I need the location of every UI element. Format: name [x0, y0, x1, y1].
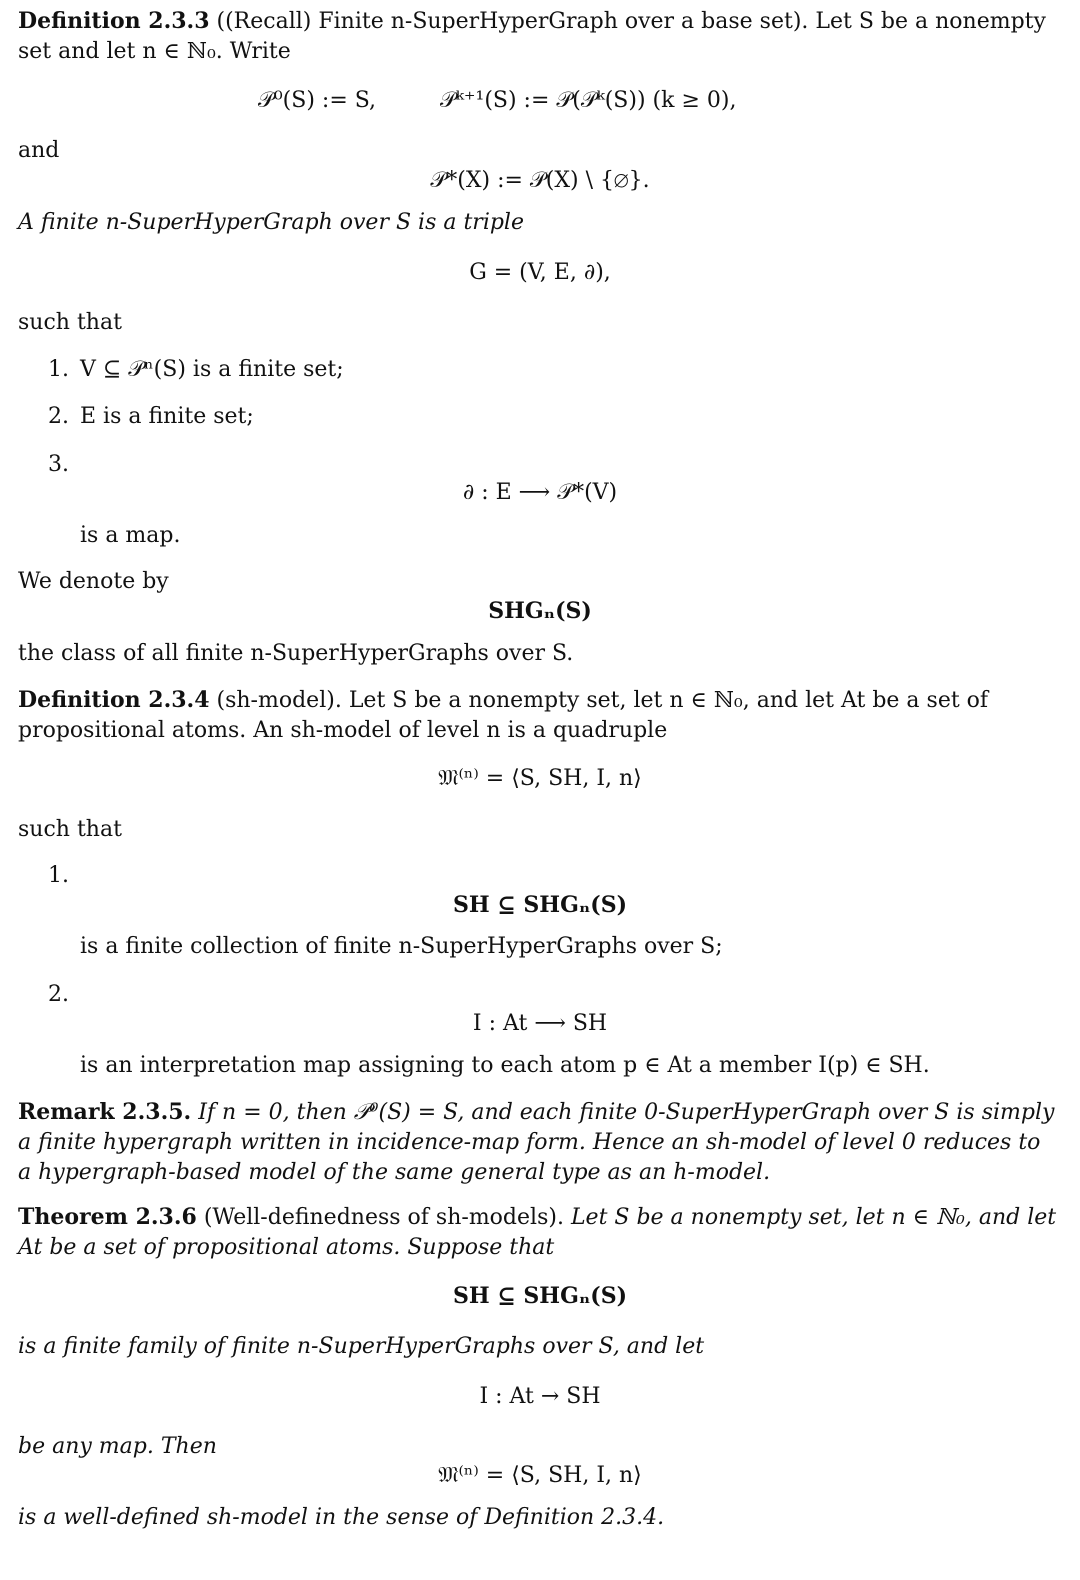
equation-pk1: 𝒫ᵏ⁺¹(S) := 𝒫(𝒫ᵏ(S)) (k ≥ 0), [440, 88, 737, 113]
equation-g: G = (V, E, ∂), [469, 260, 611, 285]
equation-interpretation: I : At ⟶ SH [472, 1011, 608, 1036]
list-item-text: E is a finite set; [80, 404, 254, 429]
equation-sh-subset: SH ⊆ SHGₙ(S) [452, 1283, 627, 1309]
equation-sh-subset: SH ⊆ SHGₙ(S) [452, 892, 627, 918]
text-family: is a finite family of finite n-SuperHyperGraphs over S, and let [18, 1334, 705, 1359]
theorem-label: Theorem 2.3.6 [18, 1204, 197, 1230]
definition-label: Definition 2.3.3 [18, 8, 210, 34]
definition-title: (sh-model). [216, 688, 342, 713]
list-item-number: 2. [48, 982, 69, 1007]
definition-2-3-4 [18, 685, 1058, 746]
list-item-text: is a map. [80, 523, 181, 548]
list-item-number: 1. [48, 357, 69, 382]
list-item-number: 2. [48, 404, 69, 429]
list-item-number: 3. [48, 452, 69, 477]
equation-boundary-map: ∂ : E ⟶ 𝒫*(V) [462, 480, 618, 505]
remark-label: Remark 2.3.5. [18, 1099, 192, 1125]
equation-p0: 𝒫⁰(S) := S, [258, 88, 377, 113]
text-such-that: such that [18, 310, 122, 335]
remark-body: If n = 0, then 𝒫⁰(S) = S, and each finite 0-SuperHyperGraph over S is simply a finite hypergraph written in incidence-map form. Hence an sh-model of level 0 reduces to a hypergraph-based model of the same general type as an h-model. [18, 1100, 1055, 1185]
equation-model: 𝔐⁽ⁿ⁾ = ⟨S, SH, I, n⟩ [438, 766, 642, 791]
definition-body: Let S be a nonempty set, let n ∈ ℕ₀, and let At be a set of propositional atoms. An sh-model of level n is a quadruple [18, 688, 989, 743]
text-any-map: be any map. Then [18, 1434, 217, 1459]
list-item-text: V ⊆ 𝒫ⁿ(S) is a finite set; [80, 357, 344, 382]
definition-2-3-3-heading [18, 6, 1058, 67]
list-item-number: 1. [48, 863, 69, 888]
theorem-2-3-6 [18, 1202, 1058, 1263]
definition-label: Definition 2.3.4 [18, 687, 210, 713]
remark-2-3-5 [18, 1097, 1058, 1188]
text-and: and [18, 138, 60, 163]
theorem-title: (Well-definedness of sh-models). [203, 1205, 564, 1230]
equation-shg: SHGₙ(S) [488, 598, 592, 624]
equation-model: 𝔐⁽ⁿ⁾ = ⟨S, SH, I, n⟩ [438, 1463, 642, 1488]
list-item-text: is an interpretation map assigning to each atom p ∈ At a member I(p) ∈ SH. [80, 1053, 930, 1078]
text-triple: A finite n-SuperHyperGraph over S is a triple [18, 210, 524, 235]
list-item-text: is a finite collection of finite n-SuperHyperGraphs over S; [80, 934, 723, 959]
text-class: the class of all finite n-SuperHyperGraphs over S. [18, 641, 574, 666]
text-such-that: such that [18, 817, 122, 842]
text-denote: We denote by [18, 569, 169, 594]
equation-pstar: 𝒫*(X) := 𝒫(X) \ {∅}. [430, 168, 650, 193]
definition-title: ((Recall) Finite n-SuperHyperGraph over a base set). [216, 9, 809, 34]
text-conclusion: is a well-defined sh-model in the sense of Definition 2.3.4. [18, 1505, 665, 1530]
theorem-body: Let S be a nonempty set, let n ∈ ℕ₀, and let At be a set of propositional atoms. Suppose that [18, 1205, 1057, 1260]
equation-map: I : At → SH [479, 1384, 601, 1409]
definition-body: Let S be a nonempty set and let n ∈ ℕ₀. Write [18, 9, 1046, 64]
